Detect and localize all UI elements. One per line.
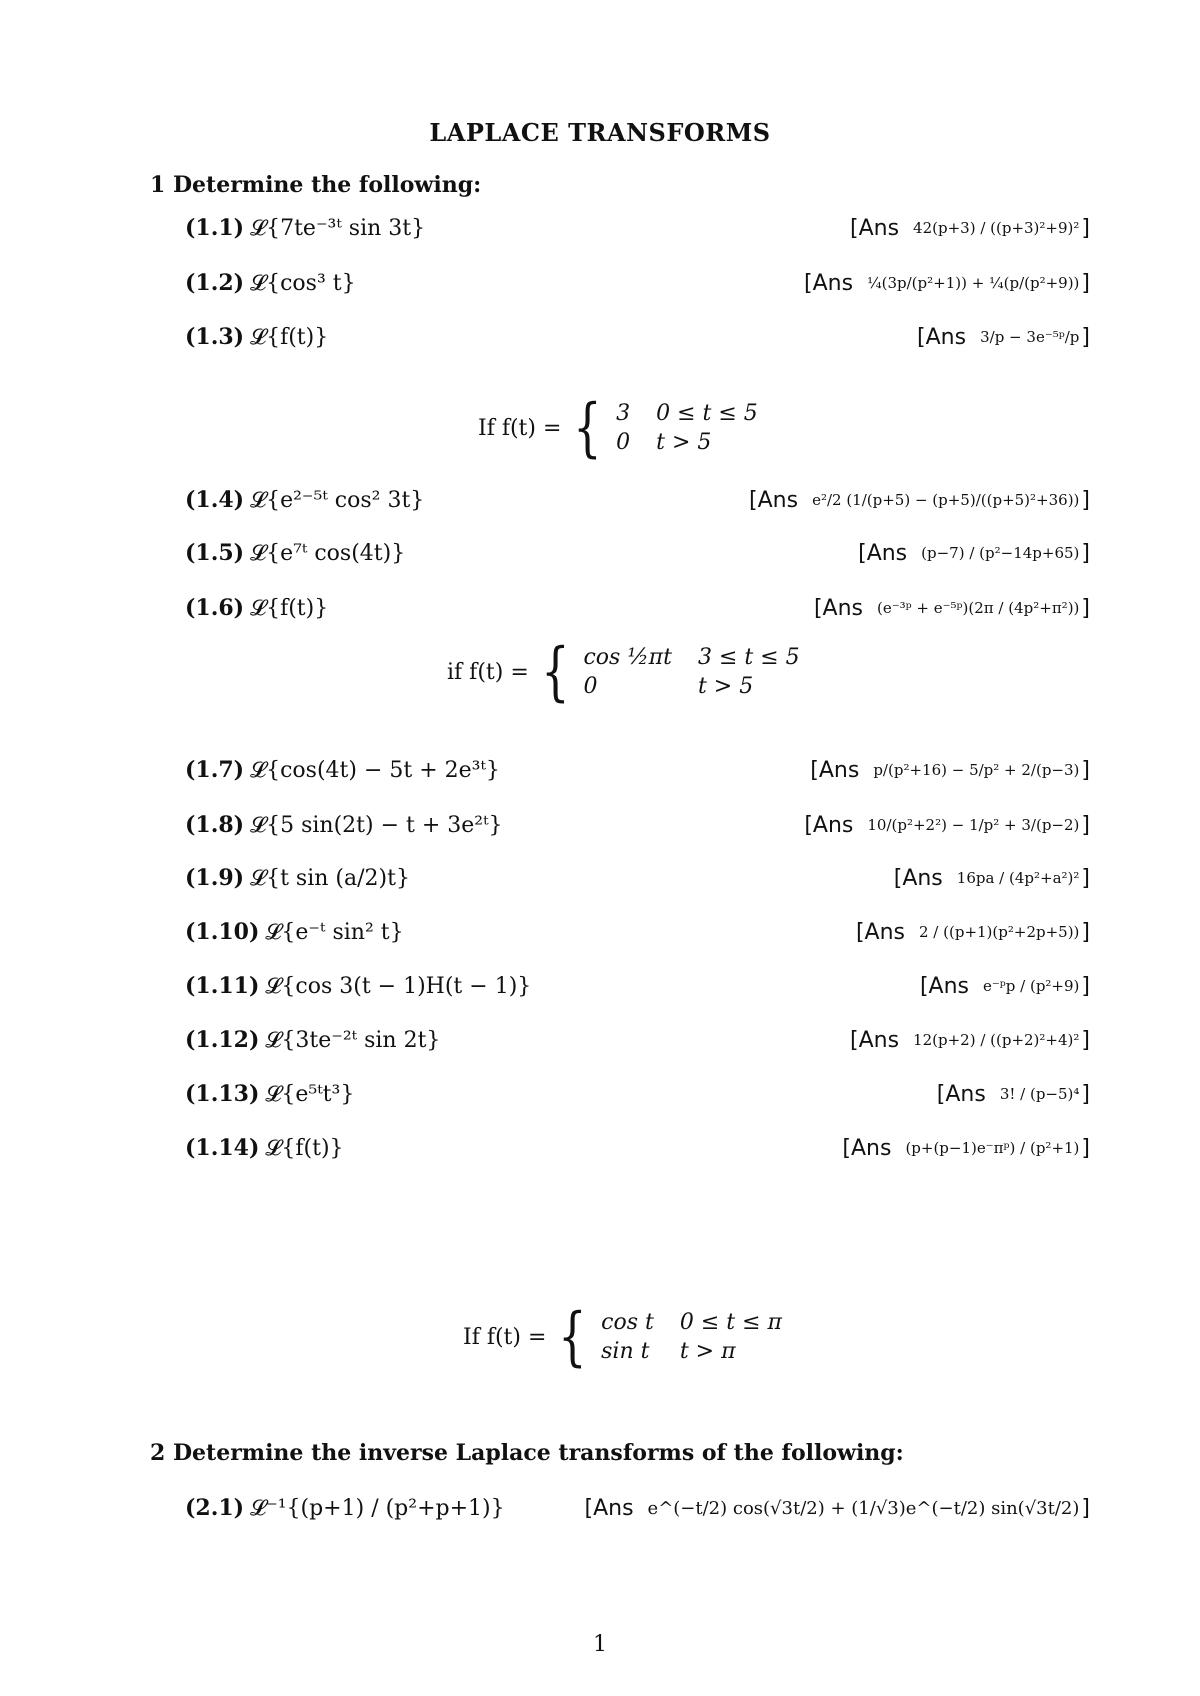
page-number: 1 xyxy=(593,1632,607,1657)
problem-row xyxy=(185,263,1090,303)
case-condition: t > π xyxy=(679,1339,736,1364)
answer xyxy=(804,805,1090,845)
problem-row xyxy=(185,208,1090,248)
answer xyxy=(856,912,1090,952)
problem-number: (1.14) xyxy=(185,1135,260,1161)
answer-label: [Ans xyxy=(804,270,854,296)
problem-expression: 𝓛{e⁷ᵗ cos(4t)} xyxy=(250,541,406,566)
answer-label: [Ans xyxy=(850,215,900,241)
answer xyxy=(850,208,1090,248)
answer-expression: e²/2 (1/(p+5) − (p+5)/((p+5)²+36)) xyxy=(812,491,1080,509)
answer xyxy=(920,966,1090,1006)
problem-expression: 𝓛⁻¹{(p+1) / (p²+p+1)} xyxy=(250,1496,505,1521)
answer-expression: (p+(p−1)e⁻πᵖ) / (p²+1) xyxy=(905,1139,1080,1157)
section-heading-2: 2 Determine the inverse Laplace transforms of the following: xyxy=(150,1440,904,1466)
answer-label: [Ans xyxy=(749,487,799,513)
problem-number: (1.6) xyxy=(185,595,245,621)
answer-expression: 10/(p²+2²) − 1/p² + 3/(p−2) xyxy=(867,816,1080,834)
problem-number: (2.1) xyxy=(185,1495,245,1521)
answer-label: [Ans xyxy=(813,595,863,621)
problem-row xyxy=(185,1074,1090,1114)
answer-close-bracket: ] xyxy=(1081,973,1090,999)
problem-number: (1.13) xyxy=(185,1081,260,1107)
left-brace: { xyxy=(573,391,603,465)
problem-expression: 𝓛{e⁻ᵗ sin² t} xyxy=(265,920,404,945)
answer xyxy=(894,858,1090,898)
problem-number: (1.3) xyxy=(185,324,245,350)
problem-number: (1.5) xyxy=(185,540,245,566)
case-condition: t > 5 xyxy=(656,430,712,455)
problem-number: (1.8) xyxy=(185,812,245,838)
piecewise-lead: if f(t) = xyxy=(447,659,529,685)
problem-expression: 𝓛{cos(4t) − 5t + 2e³ᵗ} xyxy=(250,758,500,783)
answer xyxy=(917,317,1090,357)
answer-expression: (e⁻³ᵖ + e⁻⁵ᵖ)(2π / (4p²+π²)) xyxy=(876,599,1080,617)
answer-expression: 2 / ((p+1)(p²+2p+5)) xyxy=(919,923,1080,941)
answer-close-bracket: ] xyxy=(1081,487,1090,513)
problem-row xyxy=(185,805,1090,845)
answer xyxy=(814,588,1090,628)
problem-number: (1.9) xyxy=(185,865,245,891)
problem-expression: 𝓛{cos 3(t − 1)H(t − 1)} xyxy=(265,974,532,999)
left-brace: { xyxy=(540,635,570,709)
problem-expression: 𝓛{cos³ t} xyxy=(250,271,356,296)
answer-label: [Ans xyxy=(917,324,967,350)
problem-row xyxy=(185,588,1090,628)
answer-close-bracket: ] xyxy=(1081,865,1090,891)
case-value: 0 xyxy=(616,430,631,455)
answer-expression: 3/p − 3e⁻⁵ᵖ/p xyxy=(980,328,1080,346)
problem-number: (1.2) xyxy=(185,270,245,296)
problem-number: (1.1) xyxy=(185,215,245,241)
case-value: sin t xyxy=(601,1339,650,1364)
answer-label: [Ans xyxy=(850,1027,900,1053)
answer-expression: (p−7) / (p²−14p+65) xyxy=(921,544,1080,562)
case-value: cos t xyxy=(601,1310,654,1335)
inverse-problem-row xyxy=(185,1488,1090,1528)
problem-number: (1.12) xyxy=(185,1027,260,1053)
answer-close-bracket: ] xyxy=(1081,1027,1090,1053)
problem-expression: 𝓛{f(t)} xyxy=(250,596,329,621)
answer-close-bracket: ] xyxy=(1081,215,1090,241)
answer-expression: 12(p+2) / ((p+2)²+4)² xyxy=(913,1031,1080,1049)
problem-expression: 𝓛{f(t)} xyxy=(250,325,329,350)
answer-close-bracket: ] xyxy=(1081,595,1090,621)
problem-row xyxy=(185,912,1090,952)
answer-close-bracket: ] xyxy=(1081,1135,1090,1161)
answer-label: [Ans xyxy=(584,1495,634,1521)
problem-row xyxy=(185,858,1090,898)
problem-row xyxy=(185,750,1090,790)
problem-expression: 𝓛{e⁵ᵗt³} xyxy=(265,1082,355,1107)
answer xyxy=(804,263,1090,303)
answer-close-bracket: ] xyxy=(1081,1495,1090,1521)
answer-expression: e⁻ᵖp / (p²+9) xyxy=(982,977,1080,995)
answer-label: [Ans xyxy=(919,973,969,999)
problem-row xyxy=(185,533,1090,573)
answer-close-bracket: ] xyxy=(1081,324,1090,350)
answer xyxy=(585,1488,1091,1528)
answer-expression: 42(p+3) / ((p+3)²+9)² xyxy=(913,219,1080,237)
problem-number: (1.10) xyxy=(185,919,260,945)
answer-close-bracket: ] xyxy=(1081,1081,1090,1107)
problem-expression: 𝓛{3te⁻²ᵗ sin 2t} xyxy=(265,1028,441,1053)
problem-expression: 𝓛{e²⁻⁵ᵗ cos² 3t} xyxy=(250,488,425,513)
case-value: cos ½πt xyxy=(583,645,672,670)
case-condition: 0 ≤ t ≤ 5 xyxy=(656,401,758,426)
answer xyxy=(749,480,1090,520)
answer-label: [Ans xyxy=(842,1135,892,1161)
problem-row xyxy=(185,966,1090,1006)
answer-close-bracket: ] xyxy=(1081,812,1090,838)
section-heading-1: 1 Determine the following: xyxy=(150,172,482,198)
problem-number: (1.4) xyxy=(185,487,245,513)
case-value: 0 xyxy=(583,674,598,699)
answer xyxy=(858,533,1090,573)
left-brace: { xyxy=(558,1300,588,1374)
answer-label: [Ans xyxy=(936,1081,986,1107)
problem-expression: 𝓛{5 sin(2t) − t + 3e²ᵗ} xyxy=(250,813,503,838)
case-condition: t > 5 xyxy=(697,674,754,699)
answer-label: [Ans xyxy=(855,919,905,945)
piecewise-lead: If f(t) = xyxy=(478,415,562,441)
answer-label: [Ans xyxy=(858,540,908,566)
problem-row xyxy=(185,317,1090,357)
piecewise-definition xyxy=(447,635,800,709)
problem-row xyxy=(185,480,1090,520)
case-condition: 0 ≤ t ≤ π xyxy=(679,1310,782,1335)
answer-close-bracket: ] xyxy=(1081,919,1090,945)
answer-close-bracket: ] xyxy=(1081,757,1090,783)
answer-label: [Ans xyxy=(810,757,860,783)
answer-close-bracket: ] xyxy=(1081,270,1090,296)
problem-expression: 𝓛{f(t)} xyxy=(265,1136,344,1161)
answer xyxy=(850,1020,1090,1060)
answer-expression: e^(−t/2) cos(√3t/2) + (1/√3)e^(−t/2) sin(√3t/2) xyxy=(647,1497,1080,1519)
answer-expression: 16pa / (4p²+a²)² xyxy=(956,869,1080,887)
problem-number: (1.11) xyxy=(185,973,260,999)
piecewise-definition xyxy=(478,391,758,465)
page-title: LAPLACE TRANSFORMS xyxy=(429,118,771,147)
answer-expression: ¼(3p/(p²+1)) + ¼(p/(p²+9)) xyxy=(867,274,1080,292)
piecewise-lead: If f(t) = xyxy=(463,1324,547,1350)
problem-number: (1.7) xyxy=(185,757,245,783)
answer-label: [Ans xyxy=(893,865,943,891)
answer xyxy=(810,750,1090,790)
answer-label: [Ans xyxy=(804,812,854,838)
case-value: 3 xyxy=(616,401,631,426)
answer xyxy=(937,1074,1090,1114)
answer-expression: p/(p²+16) − 5/p² + 2/(p−3) xyxy=(873,761,1080,779)
problem-expression: 𝓛{t sin (a/2)t} xyxy=(250,866,410,891)
answer-close-bracket: ] xyxy=(1081,540,1090,566)
piecewise-definition xyxy=(463,1300,782,1374)
answer xyxy=(842,1128,1090,1168)
case-condition: 3 ≤ t ≤ 5 xyxy=(697,645,800,670)
problem-row xyxy=(185,1020,1090,1060)
problem-row xyxy=(185,1128,1090,1168)
answer-expression: 3! / (p−5)⁴ xyxy=(999,1085,1080,1103)
problem-expression: 𝓛{7te⁻³ᵗ sin 3t} xyxy=(250,216,426,241)
